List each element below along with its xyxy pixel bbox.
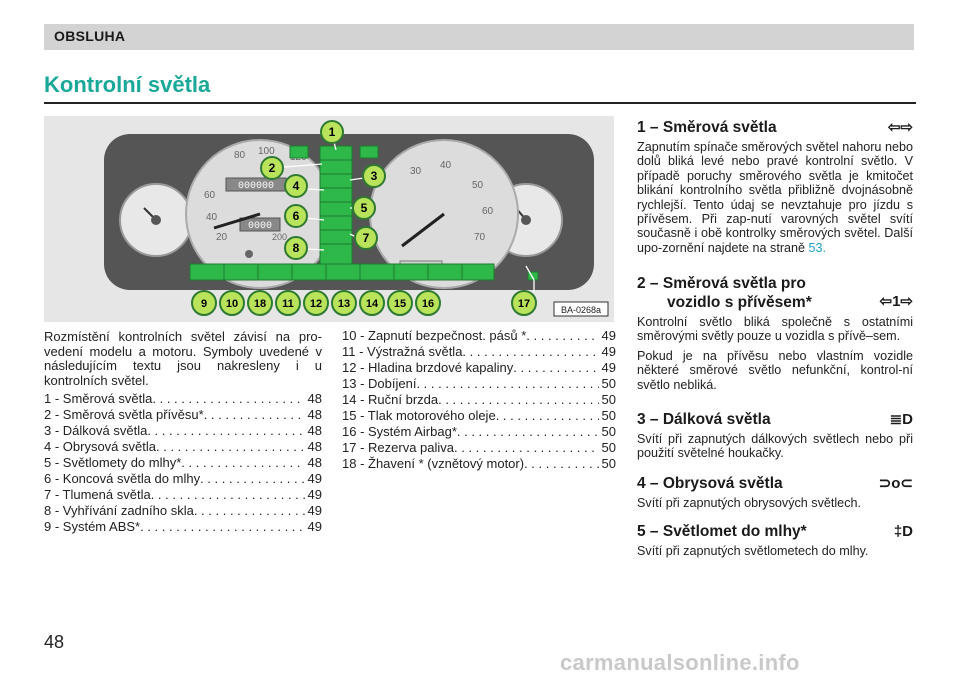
rpm-tick-40: 40 [440,160,452,171]
section-heading: 1 – Směrová světla [637,119,777,136]
callout-3: 3 [370,169,378,183]
figure-label: BA-0268a [560,305,602,315]
lamp-column [320,146,352,268]
list-item: 1 - Směrová světla . . . 48 [44,391,322,407]
speed-tick-80: 80 [234,150,246,161]
lamp-list-left [44,391,322,535]
speed-tick-20: 20 [216,232,228,243]
list-item: 11 - Výstražná světla . . . 49 [342,344,616,360]
callout-18: 18 [253,298,267,310]
section-parking-lights: 4 – Obrysová světla ⊃o⊂ Svítí při zapnutých obrysových světlech. [637,475,913,510]
list-item: 17 - Rezerva paliva . . . 50 [342,440,616,456]
rpm-tick-30: 30 [410,166,422,177]
section-heading: 4 – Obrysová světla [637,475,783,492]
callout-9: 9 [200,298,208,310]
callout-17: 17 [517,298,531,310]
speed-tick-100: 100 [258,146,275,157]
list-item: 7 - Tlumená světla . . . 49 [44,487,322,503]
callout-13: 13 [337,298,351,310]
section-high-beam: 3 – Dálková světla ≣D Svítí při zapnutých dálkových světlech nebo při použití světelné houkačky. [637,411,913,461]
title-rule [44,102,916,104]
section-heading: 2 – Směrová světla pro [637,275,806,292]
list-item: 9 - Systém ABS* . . . 49 [44,519,322,535]
callout-6: 6 [292,209,300,223]
list-item: 5 - Světlomety do mlhy* . . . 48 [44,455,322,471]
callout-5: 5 [360,201,368,215]
list-item: 10 - Zapnutí bezpečnost. pásů * . . . 49 [342,328,616,344]
page-number: 48 [44,632,65,652]
instrument-panel-figure [44,116,614,322]
lamp-list-right [342,328,616,472]
section-header: OBSLUHA [54,28,126,44]
list-item: 13 - Dobíjení . . . 50 [342,376,616,392]
list-item: 18 - Žhavení * (vznětový motor) . . . 50 [342,456,616,472]
rpm-tick-70: 70 [474,232,486,243]
section-fog-lights: 5 – Světlomet do mlhy* ‡D Svítí při zapnutých světlometech do mlhy. [637,523,913,558]
trip-readout: 0000 [247,221,273,232]
speed-tick-200: 200 [272,232,288,242]
speed-tick-60: 60 [204,190,216,201]
section-turn-signals: 1 – Směrová světla ⇦⇨ Zapnutím spínače směrových světel nahoru nebo dolů bliká levé nebo pravé kontrolní světlo. V případě poruchy směrového světla je kmitočet blikání kontrolního světla přibližně dvojnásobně rychlejší. Tento údaj se nevztahuje pro jízdu s přívěsem. Při zap-nutí varovných světel svítí současně i obě kontrolky směrových světel. Další upo-zornění najdete na straně 53. [637,119,913,255]
callout-10: 10 [225,298,239,310]
list-item: 2 - Směrová světla přívěsu* . . . 48 [44,407,322,423]
callout-2: 2 [268,161,276,175]
odometer-readout: 000000 [237,181,275,192]
high-beam-icon: ≣D [889,411,913,428]
callout-14: 14 [365,298,379,310]
rpm-tick-50: 50 [472,180,484,191]
page-title: Kontrolní světla [44,72,211,97]
callout-4: 4 [292,179,300,193]
callout-15: 15 [393,298,407,310]
list-item: 6 - Koncová světla do mlhy . . . 49 [44,471,322,487]
section-header-bar [44,24,914,50]
list-item: 16 - Systém Airbag* . . . 50 [342,424,616,440]
list-item: 3 - Dálková světla . . . 48 [44,423,322,439]
section-heading: 5 – Světlomet do mlhy* [637,523,807,540]
instrument-panel-drawing [44,116,614,322]
lamp-row [190,264,494,280]
watermark: carmanualsonline.info [560,650,800,675]
callout-1: 1 [328,125,336,139]
list-item: 8 - Vyhřívání zadního skla . . . 49 [44,503,322,519]
section-heading-line2: vozidlo s přívěsem* [667,294,812,311]
rpm-tick-60: 60 [482,206,494,217]
turn-signal-icon: ⇦⇨ [887,119,913,136]
fog-light-icon: ‡D [893,523,913,540]
trailer-signal-icon: ⇦1⇨ [879,293,913,310]
callout-12: 12 [309,298,323,310]
intro-paragraph: Rozmístění kontrolních světel závisí na pro-vedení modelu a motoru. Symboly uvedené v následujícím textu jsou nakresleny i u kontrolních světel. [44,329,322,388]
callout-8: 8 [292,241,300,255]
list-item: 15 - Tlak motorového oleje . . . 50 [342,408,616,424]
page-link[interactable]: 53. [808,240,827,255]
speed-tick-40: 40 [206,212,218,223]
callout-11: 11 [282,298,294,310]
parking-light-icon: ⊃o⊂ [878,475,913,492]
list-item: 14 - Ruční brzda . . . 50 [342,392,616,408]
callout-16: 16 [421,298,435,310]
section-heading: 3 – Dálková světla [637,411,771,428]
list-item: 12 - Hladina brzdové kapaliny . . . 49 [342,360,616,376]
callout-7: 7 [362,231,370,245]
section-trailer-signals: 2 – Směrová světla pro ⇦1⇨ vozidlo s přívěsem* Kontrolní světlo bliká společně s ostatními směrovými světly pouze u vozidla s přívě–sem. Pokud je na přívěsu nebo vlastním vozidle některé směrové světlo nefunkční, kontrol-ní světlo nebliká. [637,275,913,392]
list-item: 4 - Obrysová světla . . . 48 [44,439,322,455]
